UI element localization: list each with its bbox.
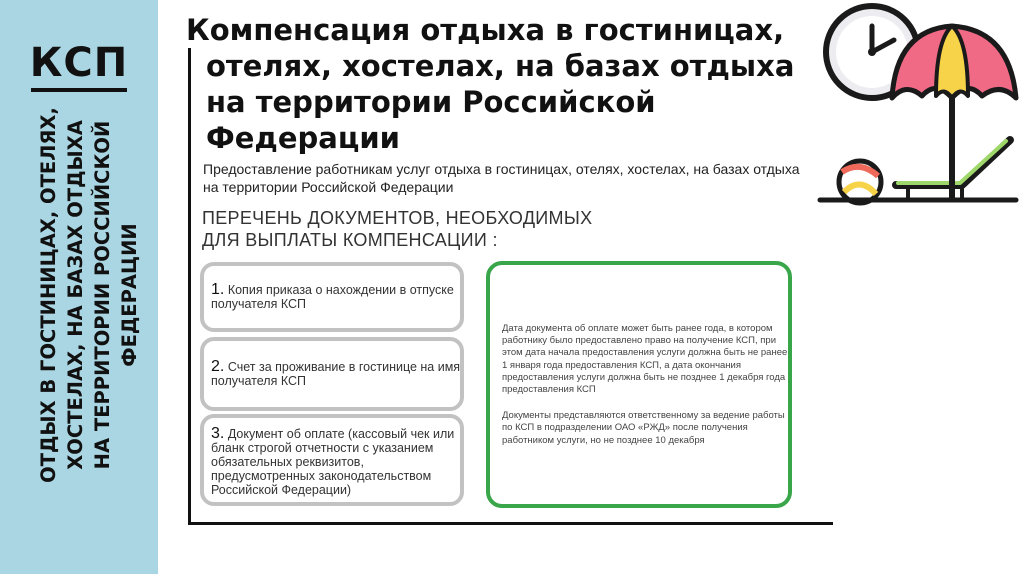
paragraph-gap	[502, 396, 787, 410]
document-item-line: получателя КСП	[211, 297, 306, 311]
beach-ball-icon	[839, 161, 881, 203]
document-item-line	[211, 281, 454, 298]
document-item	[200, 337, 464, 411]
subtitle-line: Предоставление работникам услуг отдыха в гостиницах, отелях, хостелах, на базах отдыха	[203, 161, 800, 177]
sidebar	[0, 0, 158, 574]
document-number: 3.	[211, 425, 225, 442]
title-line: отелях, хостелах, на базах отдыха	[206, 49, 795, 83]
document-item-line	[211, 358, 461, 375]
note-line: работнику было предоставлено право на получение КСП, при	[502, 335, 777, 347]
subtitle	[203, 160, 800, 196]
note-line: работником услуги, но не позднее 10 декабря	[502, 434, 705, 446]
documents-heading-line: ПЕРЕЧЕНЬ ДОКУМЕНТОВ, НЕОБХОДИМЫХ	[202, 208, 593, 228]
document-item	[200, 414, 464, 506]
note-line: Дата документа об оплате может быть ранее года, в котором	[502, 323, 773, 334]
ksp-abbreviation: КСП	[0, 40, 158, 92]
sidebar-vertical-title	[34, 95, 144, 495]
sidebar-vertical-line: ФЕДЕРАЦИИ	[118, 223, 141, 367]
document-text: Счет за проживание в гостинице на имя	[227, 360, 461, 374]
document-item-line: получателя КСП	[211, 374, 306, 388]
note-box	[486, 261, 792, 508]
frame-horizontal-line	[188, 522, 833, 525]
document-item-line: предусмотренных законодательством	[211, 469, 432, 483]
document-item	[200, 262, 464, 332]
document-item-line	[211, 425, 455, 442]
document-text: Копия приказа о нахождении в отпуске	[227, 283, 454, 297]
document-item-line: обязательных реквизитов,	[211, 455, 364, 469]
note-line: предоставления услуги должна быть не позднее 1 декабря года	[502, 371, 786, 383]
note-text	[502, 323, 787, 447]
note-line: Документы представляются ответственному за ведение работы	[502, 410, 785, 422]
title-line: Федерации	[206, 121, 400, 155]
note-line: этом дата начала предоставления услуги должна быть не ранее	[502, 347, 788, 359]
document-text: Документ об оплате (кассовый чек или	[227, 427, 455, 441]
note-line: 1 января года предоставления КСП, а дата окончания	[502, 359, 742, 371]
document-item-line: Российской Федерации)	[211, 483, 352, 497]
note-line: по КСП в подразделении ОАО «РЖД» после получения	[502, 422, 748, 434]
document-number: 2.	[211, 358, 225, 375]
sidebar-vertical-line: НА ТЕРРИТОРИИ РОССИЙСКОЙ	[91, 120, 114, 470]
title-line: на территории Российской	[206, 85, 656, 119]
beach-umbrella-icon	[892, 26, 1016, 200]
subtitle-line: на территории Российской Федерации	[203, 179, 454, 195]
document-number: 1.	[211, 281, 225, 298]
documents-heading-line: ДЛЯ ВЫПЛАТЫ КОМПЕНСАЦИИ :	[202, 230, 498, 250]
page-title	[186, 12, 806, 156]
title-line: Компенсация отдыха в гостиницах,	[186, 13, 785, 47]
documents-heading	[202, 207, 622, 251]
sidebar-vertical-line: ОТДЫХ В ГОСТИНИЦАХ, ОТЕЛЯХ,	[37, 107, 60, 483]
sidebar-vertical-line: ХОСТЕЛАХ, НА БАЗАХ ОТДЫХА	[64, 120, 87, 470]
note-line: предоставления КСП	[502, 384, 596, 396]
vacation-illustration	[812, 0, 1024, 215]
document-item-line: бланк строгой отчетности с указанием	[211, 441, 434, 455]
